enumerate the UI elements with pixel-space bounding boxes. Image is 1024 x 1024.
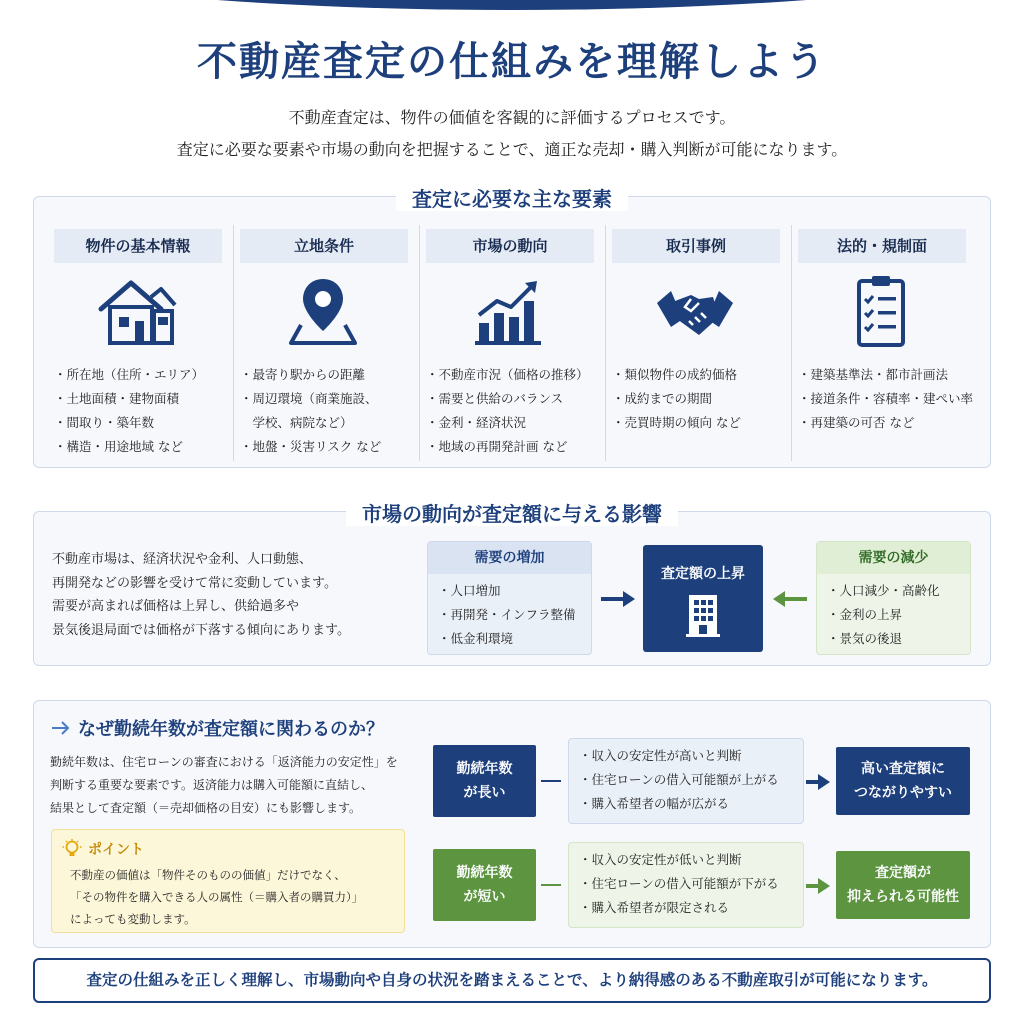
arrow-left-icon bbox=[773, 591, 807, 607]
short-tenure-effects bbox=[568, 842, 804, 928]
element-heading: 法的・規制面 bbox=[798, 229, 966, 263]
list-item: ・ 人口増加 bbox=[438, 579, 591, 603]
demand-decrease-heading: 需要の減少 bbox=[817, 542, 970, 574]
list-item: ・ 間取り・築年数 bbox=[54, 411, 232, 435]
text-line: 勤続年数は、住宅ローンの審査における「返済能力の安定性」を bbox=[50, 755, 398, 769]
connector-line bbox=[541, 780, 561, 782]
long-tenure-effects bbox=[568, 738, 804, 824]
elements-columns bbox=[48, 225, 978, 461]
intro-line-1: 不動産査定は、物件の価値を客観的に評価するプロセスです。 bbox=[288, 108, 736, 127]
element-heading: 物件の基本情報 bbox=[54, 229, 222, 263]
page-title: 不動産査定の仕組みを理解しよう bbox=[197, 39, 827, 85]
section2-title: 市場の動向が査定額に与える影響 bbox=[0, 498, 1024, 527]
text-line: 「その物件を購入できる人の属性（＝購入者の購買力）」 bbox=[70, 890, 364, 904]
building-icon bbox=[686, 593, 720, 637]
connector-line bbox=[541, 884, 561, 886]
element-heading: 取引事例 bbox=[612, 229, 780, 263]
point-box bbox=[51, 829, 405, 933]
text-line: 不動産の価値は「物件そのものの価値」だけでなく、 bbox=[70, 868, 346, 882]
list-item: ・ 類似物件の成約価格 bbox=[612, 363, 790, 387]
intro-text bbox=[0, 102, 1024, 166]
list-item: ・ 接道条件・容積率・建ぺい率 bbox=[798, 387, 976, 411]
list-item: ・ 土地面積・建物面積 bbox=[54, 387, 232, 411]
section1-title: 査定に必要な主な要素 bbox=[0, 183, 1024, 212]
element-list bbox=[240, 363, 418, 459]
list-item: ・ 金利・経済状況 bbox=[426, 411, 604, 435]
list-item: ・ 収入の安定性が高いと判断 bbox=[579, 744, 803, 768]
demand-increase-list bbox=[428, 574, 591, 651]
text-line: 判断する重要な要素です。返済能力は購入可能額に直結し、 bbox=[50, 778, 374, 792]
element-list bbox=[426, 363, 604, 459]
text-line: 需要が高まれば価格は上昇し、供給過多や bbox=[52, 599, 300, 614]
tenure-panel bbox=[33, 700, 991, 948]
list-item: ・ 住宅ローンの借入可能額が上がる bbox=[579, 768, 803, 792]
map-pin-icon bbox=[283, 275, 363, 347]
arrow-right-icon bbox=[601, 591, 635, 607]
element-list bbox=[54, 363, 232, 459]
lightbulb-icon bbox=[62, 839, 82, 859]
list-item: ・ 不動産市況（価格の推移） bbox=[426, 363, 604, 387]
demand-decrease-box bbox=[816, 541, 971, 655]
list-item: ・ 周辺環境（商業施設、 bbox=[240, 387, 418, 411]
list-item: ・ 需要と供給のバランス bbox=[426, 387, 604, 411]
text-line: 結果として査定額（＝売却価格の目安）にも影響します。 bbox=[50, 801, 362, 815]
handshake-icon bbox=[655, 275, 735, 347]
text-line: 不動産市場は、経済状況や金利、人口動態、 bbox=[52, 552, 313, 567]
list-item: ・ 売買時期の傾向 など bbox=[612, 411, 790, 435]
valuation-rise-box bbox=[643, 545, 763, 652]
list-item: ・ 地盤・災害リスク など bbox=[240, 435, 418, 459]
limited-valuation-result: 査定額が 抑えられる可能性 bbox=[836, 851, 970, 919]
list-item: ・ 最寄り駅からの距離 bbox=[240, 363, 418, 387]
list-item: ・ 金利の上昇 bbox=[827, 603, 970, 627]
demand-increase-box bbox=[427, 541, 592, 655]
list-item: ・ 購入希望者の幅が広がる bbox=[579, 792, 803, 816]
valuation-rise-label: 査定額の上昇 bbox=[661, 566, 745, 582]
long-tenure-label: 勤続年数 が長い bbox=[433, 745, 536, 817]
list-item: ・ 建築基準法・都市計画法 bbox=[798, 363, 976, 387]
list-item: ・ 景気の後退 bbox=[827, 627, 970, 651]
list-item: ・ 所在地（住所・エリア） bbox=[54, 363, 232, 387]
element-list bbox=[798, 363, 976, 435]
top-banner-arc bbox=[0, 0, 1024, 10]
element-column-location bbox=[234, 225, 420, 461]
house-icon bbox=[97, 275, 177, 347]
list-item: ・ 成約までの期間 bbox=[612, 387, 790, 411]
text-line: 景気後退局面では価格が下落する傾向にあります。 bbox=[52, 622, 350, 638]
list-item: ・ 再建築の可否 など bbox=[798, 411, 976, 435]
element-column-market bbox=[420, 225, 606, 461]
list-item: ・ 地域の再開発計画 など bbox=[426, 435, 604, 459]
demand-decrease-list bbox=[817, 574, 970, 651]
market-impact-text bbox=[52, 548, 432, 642]
chevron-right-icon bbox=[50, 720, 72, 736]
list-item: ・ 構造・用途地域 など bbox=[54, 435, 232, 459]
text-line: 再開発などの影響を受けて常に変動しています。 bbox=[52, 575, 337, 591]
point-title: ポイント bbox=[62, 839, 144, 859]
element-list bbox=[612, 363, 790, 435]
point-body bbox=[70, 864, 400, 930]
demand-increase-heading: 需要の増加 bbox=[428, 542, 591, 574]
footer-summary: 査定の仕組みを正しく理解し、市場動向や自身の状況を踏まえることで、より納得感のある不動産取引が可能になります。 bbox=[33, 958, 991, 1003]
tenure-text bbox=[50, 751, 420, 820]
element-column-transactions bbox=[606, 225, 792, 461]
list-item: ・ 人口減少・高齢化 bbox=[827, 579, 970, 603]
list-item: 学校、病院など） bbox=[252, 415, 353, 430]
text-line: によっても変動します。 bbox=[70, 912, 196, 926]
tenure-title: なぜ勤続年数が査定額に関わるのか？ bbox=[50, 715, 384, 741]
high-valuation-result: 高い査定額に つながりやすい bbox=[836, 747, 970, 815]
element-heading: 立地条件 bbox=[240, 229, 408, 263]
arrow-right-icon bbox=[806, 878, 830, 894]
list-item: ・ 住宅ローンの借入可能額が下がる bbox=[579, 872, 803, 896]
clipboard-icon bbox=[841, 275, 921, 347]
arrow-right-icon bbox=[806, 774, 830, 790]
list-item: ・ 収入の安定性が低いと判断 bbox=[579, 848, 803, 872]
market-impact-panel bbox=[33, 511, 991, 666]
intro-line-2: 査定に必要な要素や市場の動向を把握することで、適正な売却・購入判断が可能になります。 bbox=[176, 140, 848, 159]
elements-panel bbox=[33, 196, 991, 468]
element-column-legal bbox=[792, 225, 978, 461]
short-tenure-label: 勤続年数 が短い bbox=[433, 849, 536, 921]
list-item: ・ 再開発・インフラ整備 bbox=[438, 603, 591, 627]
bar-chart-icon bbox=[469, 275, 549, 347]
list-item: ・ 購入希望者が限定される bbox=[579, 896, 803, 920]
element-column-basic-info bbox=[48, 225, 234, 461]
element-heading: 市場の動向 bbox=[426, 229, 594, 263]
list-item: ・ 低金利環境 bbox=[438, 627, 591, 651]
